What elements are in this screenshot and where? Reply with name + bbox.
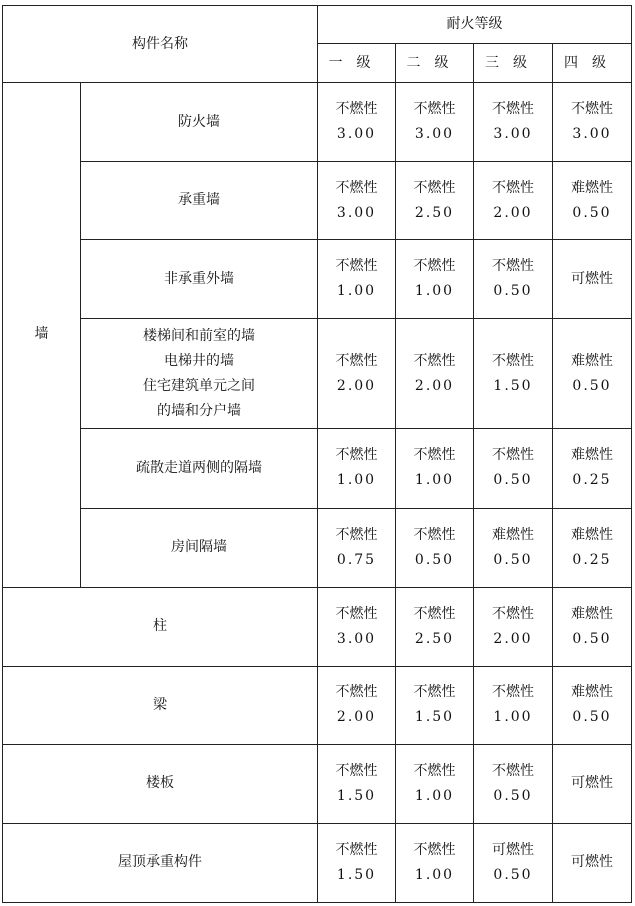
fire-duration-hours: 0.75 [336,551,377,568]
component-name-line: 电梯井的墙 [164,352,234,369]
table-row [3,83,632,162]
combustibility-text: 不燃性 [335,684,378,701]
component-name: 梁 [3,666,318,744]
fire-duration-hours: 1.00 [414,866,455,883]
rating-cell [318,83,396,162]
rating-cell [396,319,474,429]
combustibility-text: 不燃性 [492,352,534,369]
component-name-line: 楼梯间和前室的墙 [143,327,255,344]
rating-cell [474,319,553,429]
fire-duration-hours: 2.50 [414,630,455,647]
fire-duration-hours: 0.50 [572,709,612,726]
rating-cell [474,508,553,587]
rating-cell [396,429,474,508]
combustibility-text: 可燃性 [571,775,613,792]
combustibility-text: 可燃性 [571,854,613,871]
fire-duration-hours: 2.00 [336,377,377,394]
component-name [81,162,318,240]
fire-duration-hours: 0.50 [493,551,533,568]
rating-cell [396,744,474,823]
combustibility-text: 不燃性 [413,101,456,118]
component-name [81,240,318,319]
rating-cell [318,429,396,508]
rating-cell [396,162,474,240]
rating-cell [318,744,396,823]
rating-cell [396,240,474,319]
rating-cell [396,587,474,666]
component-name [81,429,318,508]
combustibility-text: 不燃性 [335,352,378,369]
wall-group-label: 墙 [3,83,81,588]
fire-duration-hours: 1.00 [493,709,533,726]
rating-cell [553,508,632,587]
combustibility-text: 不燃性 [335,258,378,275]
combustibility-text: 不燃性 [335,101,378,118]
fire-duration-hours: 0.50 [572,630,612,647]
component-name-line: 非承重外墙 [164,270,234,287]
combustibility-text: 难燃性 [571,605,613,622]
component-name-line: 的墙和分户墙 [157,402,241,419]
combustibility-text: 难燃性 [571,526,613,543]
rating-cell [396,508,474,587]
fire-duration-hours: 1.00 [414,787,455,804]
combustibility-text: 不燃性 [492,684,534,701]
table-row [3,744,632,823]
rating-cell [318,162,396,240]
fire-duration-hours: 3.00 [572,126,612,143]
rating-cell [318,823,396,902]
rating-cell [396,666,474,744]
combustibility-text: 不燃性 [492,762,534,779]
fire-duration-hours: 1.00 [336,283,377,300]
component-name [81,508,318,587]
fire-duration-hours: 2.00 [414,377,455,394]
rating-cell [553,823,632,902]
fire-duration-hours: 0.50 [572,204,612,221]
combustibility-text: 难燃性 [571,352,613,369]
rating-cell [474,823,553,902]
combustibility-text: 不燃性 [492,101,534,118]
combustibility-text: 难燃性 [571,447,613,464]
combustibility-text: 不燃性 [492,605,534,622]
combustibility-text: 不燃性 [335,841,378,858]
combustibility-text: 不燃性 [413,258,456,275]
fire-duration-hours: 1.50 [336,787,377,804]
combustibility-text: 难燃性 [492,526,534,543]
fire-duration-hours: 1.50 [493,377,533,394]
combustibility-text: 难燃性 [571,684,613,701]
table-row [3,587,632,666]
table-row [3,319,632,429]
fire-duration-hours: 3.00 [336,126,377,143]
component-name [81,83,318,162]
header-level-4: 四级 [553,44,632,83]
header-level-1: 一级 [318,44,396,83]
rating-cell [553,666,632,744]
combustibility-text: 不燃性 [413,447,456,464]
fire-duration-hours: 0.50 [493,472,533,489]
fire-duration-hours: 0.50 [493,787,533,804]
fire-duration-hours: 3.00 [493,126,533,143]
fire-duration-hours: 0.25 [572,472,612,489]
component-name-line: 疏散走道两侧的隔墙 [136,459,262,476]
rating-cell [318,319,396,429]
fire-duration-hours: 2.50 [414,204,455,221]
combustibility-text: 不燃性 [413,762,456,779]
combustibility-text: 不燃性 [413,841,456,858]
combustibility-text: 不燃性 [492,179,534,196]
component-name-line: 承重墙 [178,192,220,209]
combustibility-text: 不燃性 [492,258,534,275]
combustibility-text: 不燃性 [413,605,456,622]
rating-cell [474,240,553,319]
table-row [3,666,632,744]
rating-cell [474,744,553,823]
combustibility-text: 不燃性 [335,526,378,543]
rating-cell [553,319,632,429]
fire-duration-hours: 3.00 [414,126,455,143]
table-row [3,162,632,240]
combustibility-text: 不燃性 [335,762,378,779]
rating-cell [318,508,396,587]
rating-cell [396,823,474,902]
component-name: 屋顶承重构件 [3,823,318,902]
fire-duration-hours: 1.00 [414,283,455,300]
rating-cell [318,240,396,319]
table-row [3,240,632,319]
fire-duration-hours: 0.50 [572,377,612,394]
fire-duration-hours: 2.00 [336,709,377,726]
header-level-3: 三级 [474,44,553,83]
combustibility-text: 不燃性 [413,179,456,196]
rating-cell [553,587,632,666]
rating-cell [474,83,553,162]
fire-duration-hours: 2.00 [493,630,533,647]
rating-cell [474,429,553,508]
fire-duration-hours: 1.50 [336,866,377,883]
component-name: 柱 [3,587,318,666]
table-body [3,83,632,903]
combustibility-text: 不燃性 [335,447,378,464]
rating-cell [474,162,553,240]
component-name: 楼板 [3,744,318,823]
component-name [81,319,318,429]
rating-cell [553,744,632,823]
component-name-line: 住宅建筑单元之间 [143,377,255,394]
combustibility-text: 不燃性 [413,526,456,543]
combustibility-text: 不燃性 [571,101,613,118]
rating-cell [396,83,474,162]
rating-cell [553,162,632,240]
header-fire-rating: 耐火等级 [318,6,632,44]
fire-duration-hours: 0.50 [493,866,533,883]
fire-duration-hours: 3.00 [336,204,377,221]
table-row [3,429,632,508]
combustibility-text: 不燃性 [335,179,378,196]
combustibility-text: 不燃性 [492,447,534,464]
rating-cell [553,240,632,319]
fire-duration-hours: 3.00 [336,630,377,647]
combustibility-text: 不燃性 [413,352,456,369]
combustibility-text: 不燃性 [413,684,456,701]
combustibility-text: 可燃性 [571,270,613,287]
component-name-line: 房间隔墙 [171,539,227,556]
fire-resistance-table [2,5,632,903]
table-row [3,823,632,902]
header-component-name: 构件名称 [3,6,318,83]
combustibility-text: 难燃性 [571,179,613,196]
fire-duration-hours: 0.50 [414,551,455,568]
fire-duration-hours: 2.00 [493,204,533,221]
table-row [3,508,632,587]
rating-cell [474,666,553,744]
rating-cell [318,587,396,666]
fire-duration-hours: 1.00 [414,472,455,489]
combustibility-text: 不燃性 [335,605,378,622]
rating-cell [553,83,632,162]
fire-duration-hours: 0.25 [572,551,612,568]
component-name-line: 防火墙 [178,113,220,130]
fire-duration-hours: 1.00 [336,472,377,489]
combustibility-text: 可燃性 [492,841,534,858]
rating-cell [474,587,553,666]
rating-cell [553,429,632,508]
header-level-2: 二级 [396,44,474,83]
fire-duration-hours: 0.50 [493,283,533,300]
rating-cell [318,666,396,744]
fire-duration-hours: 1.50 [414,709,455,726]
